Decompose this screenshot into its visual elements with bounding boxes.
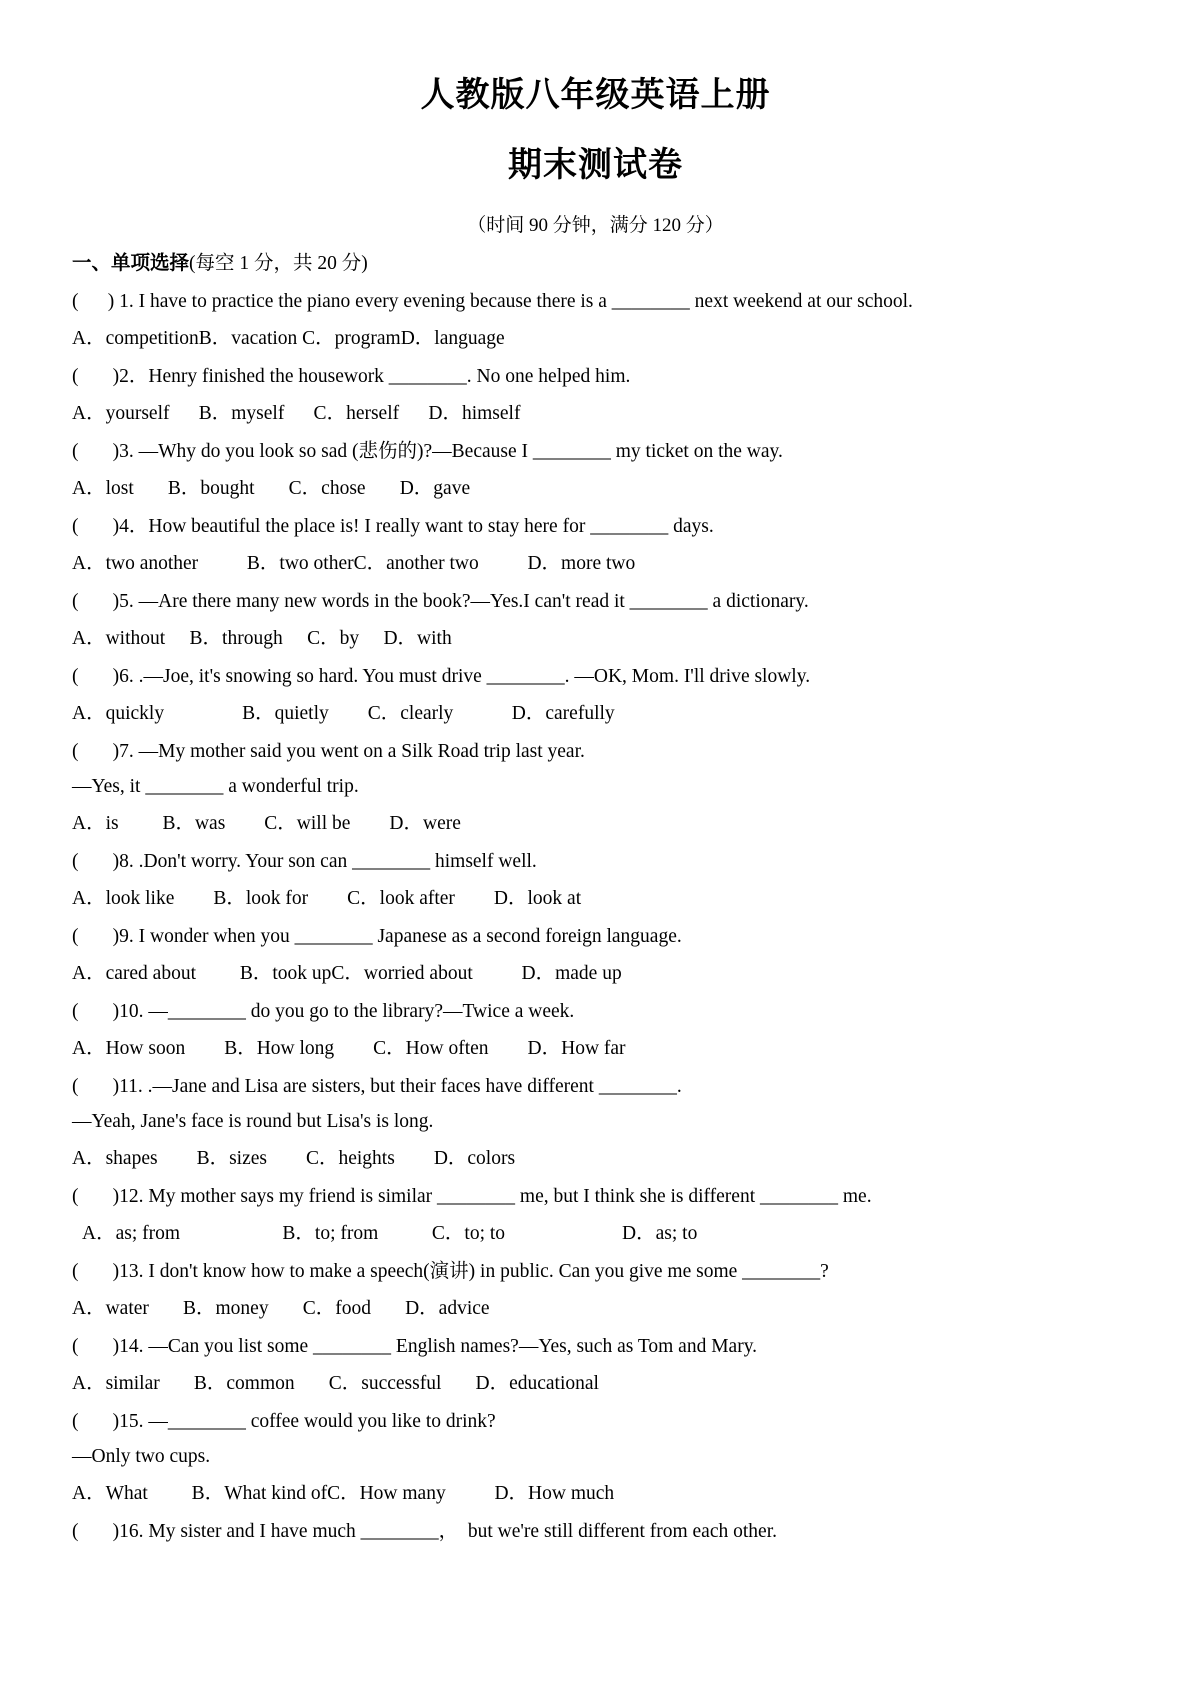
exam-info: （时间 90 分钟，满分 120 分） [467, 215, 724, 236]
question-9-options: A．cared about B．took upC．worried about D．made up [72, 963, 622, 984]
question-4: ( )4．How beautiful the place is! I really want to stay here for ________ days. [72, 516, 714, 537]
question-10-options: A．How soon B．How long C．How often D．How far [72, 1038, 626, 1059]
question-6-options: A．quickly B．quietly C．clearly D．carefully [72, 703, 615, 724]
question-11-continuation: —Yeah, Jane's face is round but Lisa's is long. [72, 1111, 434, 1132]
question-8-options: A．look like B．look for C．look after D．look at [72, 888, 582, 909]
question-11: ( )11. .—Jane and Lisa are sisters, but their faces have different ________. [72, 1076, 682, 1097]
question-8: ( )8. .Don't worry. Your son can ________ himself well. [72, 851, 537, 872]
page-subtitle-title: 期末测试卷 [508, 147, 683, 184]
question-15-options: A．What B．What kind ofC．How many D．How much [72, 1483, 615, 1504]
question-12: ( )12. My mother says my friend is similar ________ me, but I think she is different ________ me. [72, 1186, 872, 1207]
question-5: ( )5. —Are there many new words in the book?—Yes.I can't read it ________ a dictionary. [72, 591, 809, 612]
question-13-options: A．water B．money C．food D．advice [72, 1298, 490, 1319]
question-15-continuation: —Only two cups. [72, 1446, 211, 1467]
section-heading-scoring: (每空 1 分，共 20 分) [189, 253, 368, 274]
question-2: ( )2．Henry finished the housework ________. No one helped him. [72, 366, 631, 387]
question-3: ( )3. —Why do you look so sad (悲伤的)?—Because I ________ my ticket on the way. [72, 441, 783, 462]
question-13: ( )13. I don't know how to make a speech(演讲) in public. Can you give me some ________? [72, 1261, 829, 1282]
question-15: ( )15. —________ coffee would you like to drink? [72, 1411, 496, 1432]
question-2-options: A．yourself B．myself C．herself D．himself [72, 403, 521, 424]
question-1: ( ) 1. I have to practice the piano every evening because there is a ________ next weekend at our school. [72, 291, 913, 312]
question-1-options: A．competitionB．vacation C．programD．language [72, 328, 505, 349]
question-14-options: A．similar B．common C．successful D．educational [72, 1373, 599, 1394]
question-12-options: A．as; from B．to; from C．to; to D．as; to [82, 1223, 698, 1244]
section-heading-bold: 一、单项选择 [72, 253, 190, 274]
question-3-options: A．lost B．bought C．chose D．gave [72, 478, 471, 499]
question-11-options: A．shapes B．sizes C．heights D．colors [72, 1148, 516, 1169]
question-7-options: A．is B．was C．will be D．were [72, 813, 461, 834]
question-16: ( )16. My sister and I have much ________， but we're still different from each other. [72, 1521, 777, 1542]
question-4-options: A．two another B．two otherC．another two D．more two [72, 553, 636, 574]
question-7: ( )7. —My mother said you went on a Silk Road trip last year. [72, 741, 585, 762]
question-7-continuation: —Yes, it ________ a wonderful trip. [72, 776, 359, 797]
section-heading [72, 252, 1132, 276]
question-5-options: A．without B．through C．by D．with [72, 628, 452, 649]
question-6: ( )6. .—Joe, it's snowing so hard. You must drive ________. —OK, Mom. I'll drive slowly. [72, 666, 811, 687]
question-list [72, 252, 1132, 1544]
page-title: 人教版八年级英语上册 [420, 77, 771, 114]
question-10: ( )10. —________ do you go to the library?—Twice a week. [72, 1001, 575, 1022]
question-9: ( )9. I wonder when you ________ Japanese as a second foreign language. [72, 926, 682, 947]
question-14: ( )14. —Can you list some ________ English names?—Yes, such as Tom and Mary. [72, 1336, 758, 1357]
